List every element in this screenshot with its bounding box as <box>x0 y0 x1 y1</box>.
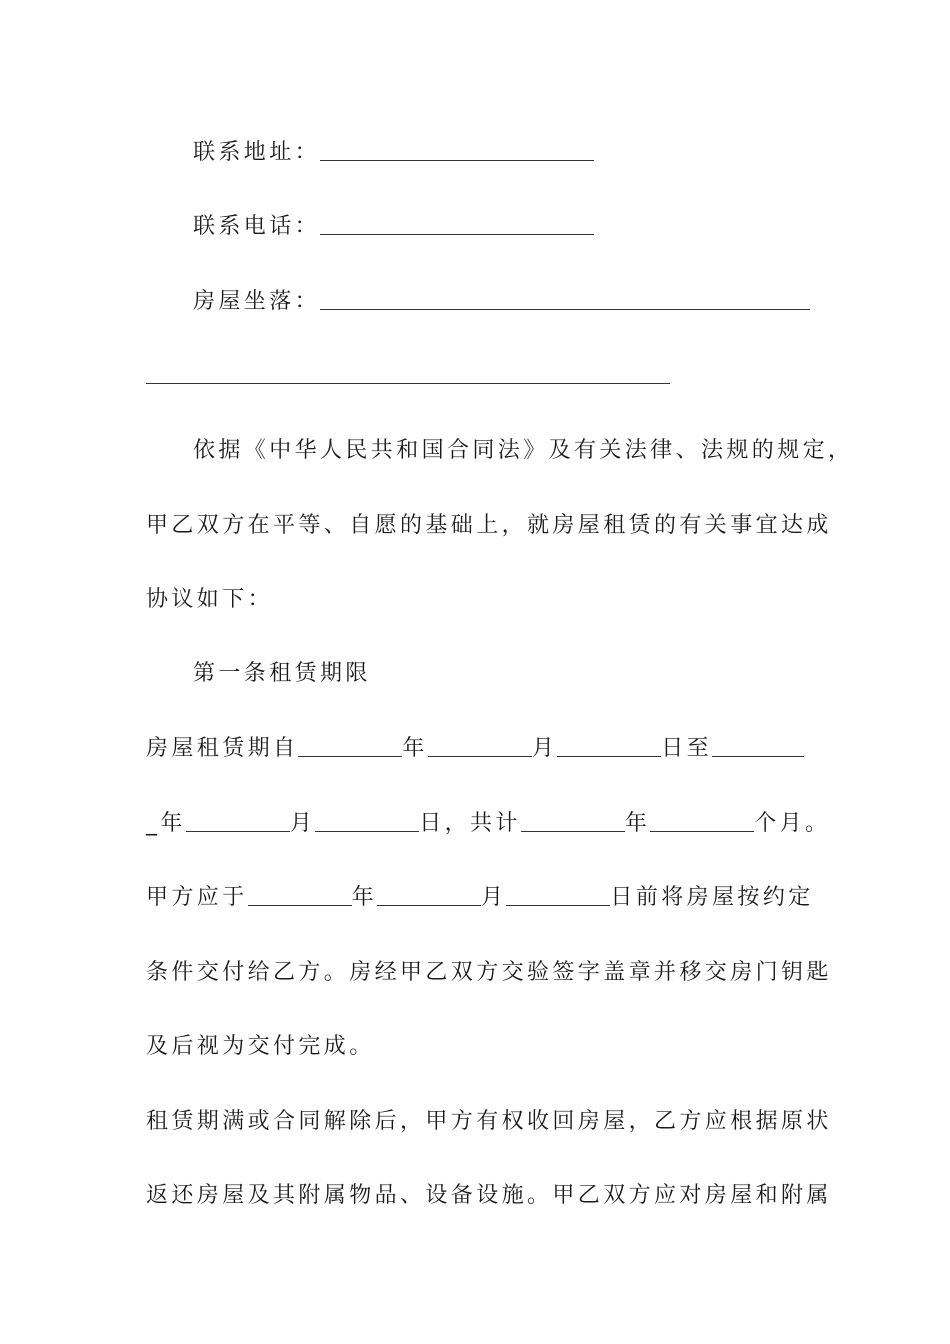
delivery-text-b: 年 <box>351 885 378 910</box>
end-day-blank <box>315 811 419 832</box>
contact-phone-label: 联系电话： <box>193 214 321 239</box>
lease-period-line-2 <box>146 810 830 838</box>
contact-phone-blank <box>320 214 594 235</box>
delivery-year-blank <box>248 885 352 906</box>
delivery-line-3: 及后视为交付完成。 <box>146 1034 375 1059</box>
start-year-blank <box>298 736 402 757</box>
end-year-blank <box>712 736 804 757</box>
delivery-month-blank <box>377 885 481 906</box>
lease-period-text-i: 个月。 <box>754 811 831 836</box>
total-years-blank <box>521 811 625 832</box>
contact-address-blank <box>320 140 594 161</box>
lease-period-text-d: 日至 <box>661 736 713 761</box>
lease-period-text-g: 日，共计 <box>419 811 521 836</box>
total-months-blank <box>650 811 754 832</box>
lease-period-text-f: 月 <box>289 811 316 836</box>
start-month-blank <box>428 736 532 757</box>
house-location-continuation <box>146 362 670 390</box>
article-1-title: 第一条租赁期限 <box>193 661 371 686</box>
lease-period-text-h: 年 <box>624 811 651 836</box>
preamble-line-2: 甲乙双方在平等、自愿的基础上，就房屋租赁的有关事宜达成 <box>146 513 832 538</box>
return-line-2: 返还房屋及其附属物品、设备设施。甲乙双方应对房屋和附属 <box>146 1183 832 1208</box>
contact-phone-row <box>193 213 594 241</box>
lease-period-text-b: 年 <box>402 736 428 761</box>
lease-period-text-a: 房屋租赁期自 <box>146 736 299 761</box>
delivery-text-a: 甲方应于 <box>146 885 248 910</box>
lease-period-text-e: _年 <box>146 811 186 836</box>
return-line-1: 租赁期满或合同解除后，甲方有权收回房屋，乙方应根据原状 <box>146 1109 832 1134</box>
delivery-day-blank <box>506 885 610 906</box>
start-day-blank <box>557 736 661 757</box>
contact-address-row <box>193 139 594 167</box>
delivery-line-2: 条件交付给乙方。房经甲乙双方交验签字盖章并移交房门钥匙 <box>146 960 832 985</box>
lease-period-text-c: 月 <box>531 736 558 761</box>
preamble-line-3: 协议如下： <box>146 587 274 612</box>
delivery-text-c: 月 <box>481 885 507 910</box>
delivery-text-d: 日前将房屋按约定 <box>610 885 814 910</box>
house-location-label: 房屋坐落： <box>193 289 321 314</box>
contact-address-label: 联系地址： <box>193 140 321 165</box>
lease-period-line-1 <box>146 735 804 763</box>
preamble-line-1: 依据《中华人民共和国合同法》及有关法律、法规的规定， <box>193 438 854 463</box>
house-location-blank-2 <box>146 363 670 384</box>
end-month-blank <box>186 811 290 832</box>
delivery-line-1 <box>146 884 814 912</box>
house-location-blank <box>320 289 810 310</box>
house-location-row <box>193 288 810 316</box>
